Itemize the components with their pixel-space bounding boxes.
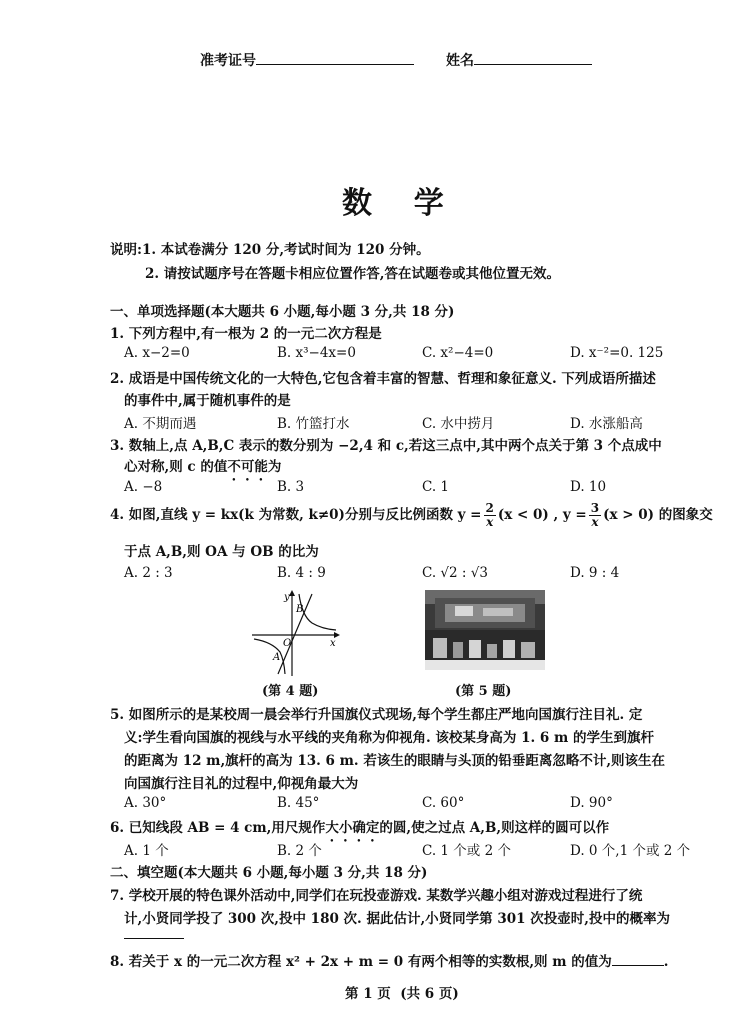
q7-stem-line-2: 计,小贤同学投了 300 次,投中 180 次. 据此估计,小贤同学第 301 次投壶时,投中的概率为 [124,911,670,927]
page-title: 数 学 [342,186,444,221]
q3-option-b: B. 3 [277,479,305,495]
q7-answer-blank [124,928,184,939]
name-blank [474,50,592,65]
q2-option-b: B. 竹篮打水 [277,416,350,432]
q6-option-a: A. 1 个 [124,843,169,859]
q4-option-d: D. 9 : 4 [570,565,620,581]
q4-option-b: B. 4 : 9 [277,565,326,581]
q2-stem-line-1: 2. 成语是中国传统文化的一大特色,它包含着丰富的智慧、哲理和象征意义. 下列成语所描述 [110,371,656,387]
q5-stem-line-2: 义:学生看向国旗的视线与水平线的夹角称为仰视角. 该校某身高为 1. 6 m 的学生到旗杆 [124,730,654,746]
q4-stem-part-c: (x > 0) 的图象交 [603,507,713,523]
q8-stem-text: 8. 若关于 x 的一元二次方程 x² + 2x + m = 0 有两个相等的实数根,则 m 的值为 [110,954,612,970]
q1-option-a: A. x−2=0 [124,345,190,361]
name-field [446,50,592,70]
q1-option-b: B. x³−4x=0 [277,345,356,361]
page-footer: 第 1 页 (共 6 页) [345,986,459,1002]
q3-stem-post: 为 [267,459,282,475]
q5-option-d: D. 90° [570,795,613,811]
q5-figure-caption: (第 5 题) [455,684,512,699]
q4-option-c: C. √2 : √3 [422,565,488,581]
q4-graph-figure [250,590,340,676]
y-axis-arrow [289,590,295,596]
q5-option-c: C. 60° [422,795,465,811]
q6-option-c: C. 1 个或 2 个 [422,843,511,859]
point-a-label: A [273,652,281,663]
q8-stem-end: . [663,954,669,970]
exam-number-field [200,50,414,70]
q1-stem: 1. 下列方程中,有一根为 2 的一元二次方程是 [110,326,382,342]
q5-stem-line-1: 5. 如图所示的是某校周一晨会举行升国旗仪式现场,每个学生都庄严地向国旗行注目礼. 定 [110,707,643,723]
q4-fraction-1-denominator: x [486,515,494,529]
q4-fraction-2 [589,502,601,529]
origin-label: O [283,638,292,649]
q3-option-a: A. −8 [124,479,163,495]
exam-number-blank [256,50,414,65]
exam-number-label: 准考证号 [200,53,256,69]
q6-stem [110,816,609,845]
q5-option-b: B. 45° [277,795,320,811]
q4-fraction-2-denominator: x [591,515,599,529]
q4-stem-line-1 [110,502,713,529]
q4-fraction-1 [484,502,496,529]
notes-line-2: 2. 请按试题序号在答题卡相应位置作答,答在试题卷或其他位置无效。 [145,266,560,282]
q3-stem-pre: 心对称,则 c 的值 [124,459,228,475]
q3-stem-emphasis: 不可能 [227,459,268,475]
q6-stem-pre: 6. 已知线段 AB = 4 cm,用尺规作 [110,820,326,836]
q6-option-b: B. 2 个 [277,843,322,859]
q5-stem-line-3: 的距离为 12 m,旗杆的高为 13. 6 m. 若该生的眼睛与头顶的铅垂距离忽略不计,则该生在 [124,753,666,769]
q5-stem-line-4: 向国旗行注目礼的过程中,仰视角最大为 [124,776,359,792]
q8-answer-blank [612,953,664,966]
q3-option-d: D. 10 [570,479,607,495]
q2-stem-line-2: 的事件中,属于随机事件的是 [124,393,291,409]
q6-option-d: D. 0 个,1 个或 2 个 [570,843,691,859]
x-axis-label: x [330,638,336,649]
q5-flag-ceremony-photo [425,590,545,670]
q5-option-a: A. 30° [124,795,167,811]
q4-stem-part-b: (x < 0) , y = [497,507,587,523]
point-b-label: B [296,604,304,615]
q3-option-c: C. 1 [422,479,450,495]
q4-stem-line-2: 于点 A,B,则 OA 与 OB 的比为 [124,544,319,560]
q2-option-c: C. 水中捞月 [422,416,495,432]
q7-stem-line-1: 7. 学校开展的特色课外活动中,同学们在玩投壶游戏. 某数学兴趣小组对游戏过程进行了统 [110,888,643,904]
notes-line-1: 说明:1. 本试卷满分 120 分,考试时间为 120 分钟。 [110,242,430,258]
q4-fraction-2-numerator: 3 [590,501,600,515]
y-axis-label: y [284,592,290,603]
q1-option-d: D. x⁻²=0. 125 [570,345,664,361]
q4-fraction-1-numerator: 2 [485,501,494,515]
q6-stem-emphasis: 大小确定 [325,820,380,836]
q2-option-a: A. 不期而遇 [124,416,197,432]
q2-option-d: D. 水涨船高 [570,416,643,432]
q3-stem-line-1: 3. 数轴上,点 A,B,C 表示的数分别为 −2,4 和 c,若这三点中,其中两个点关于第 3 个点成中 [110,438,662,454]
q4-figure-caption: (第 4 题) [262,684,319,699]
q6-stem-post: 的圆,使之过点 A,B,则这样的圆可以作 [379,820,610,836]
q4-stem-part-a: 4. 如图,直线 y = kx(k 为常数, k≠0)分别与反比例函数 y = [110,507,482,523]
q4-option-a: A. 2 : 3 [124,565,173,581]
q8-stem [110,950,668,970]
q1-option-c: C. x²−4=0 [422,345,494,361]
name-label: 姓名 [446,53,474,69]
section-2-heading: 二、填空题(本大题共 6 小题,每小题 3 分,共 18 分) [110,865,428,881]
section-1-heading: 一、单项选择题(本大题共 6 小题,每小题 3 分,共 18 分) [110,304,455,320]
